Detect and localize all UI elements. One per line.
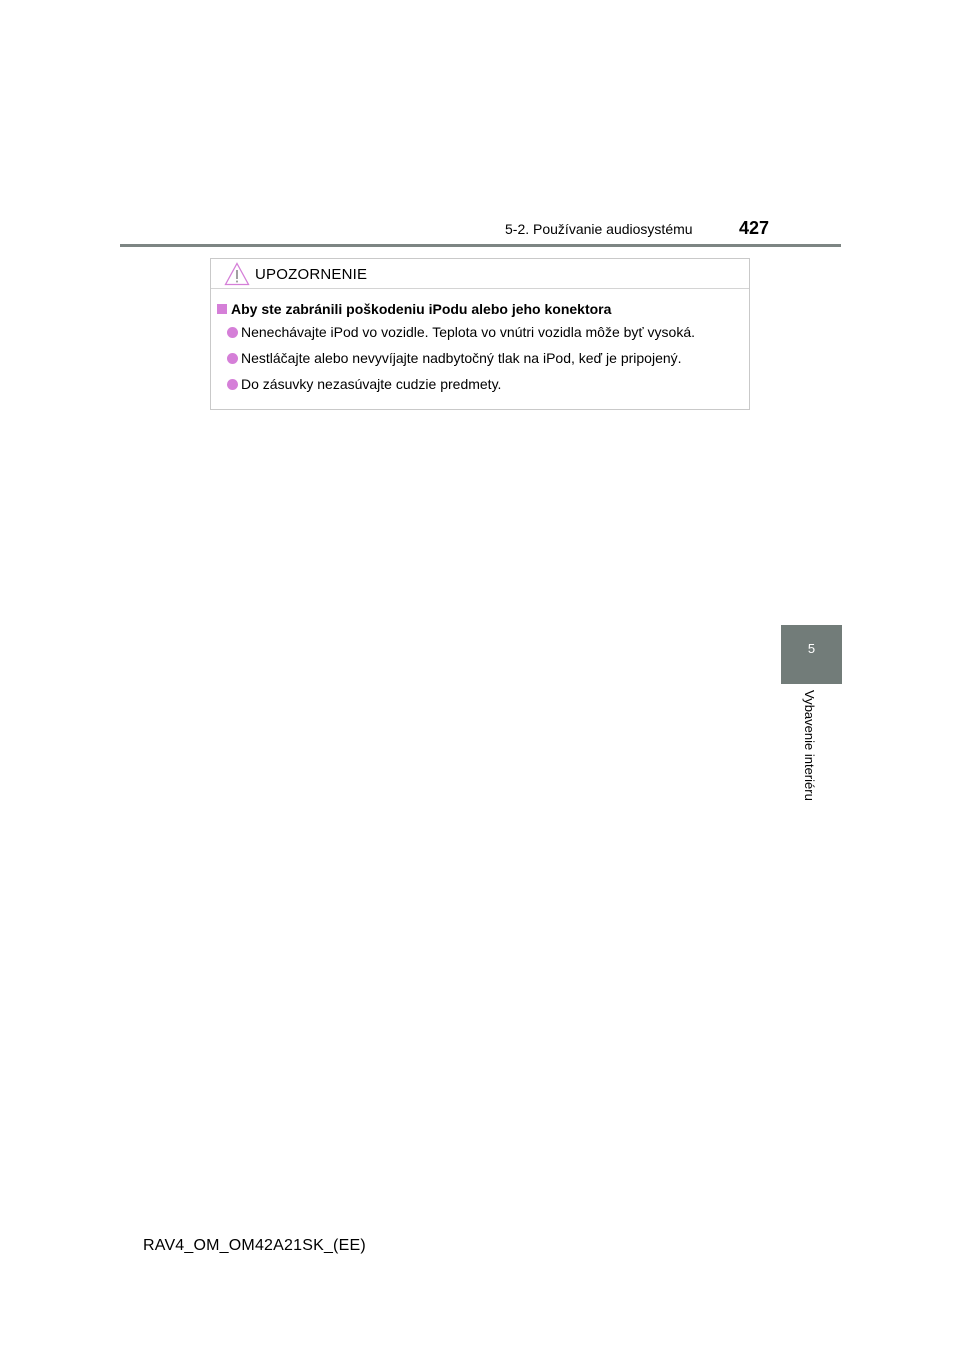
chapter-label: Vybavenie interiéru [802, 690, 817, 801]
list-item-text: Nestláčajte alebo nevyvíjajte nadbytočný tlak na iPod, keď je pripojený. [241, 350, 682, 366]
chapter-number: 5 [807, 641, 816, 656]
list-item [227, 376, 501, 392]
page-number: 427 [739, 218, 770, 238]
list-item [227, 350, 682, 366]
caution-topic-text: Aby ste zabránili poškodeniu iPodu alebo jeho konektora [231, 301, 612, 317]
caution-title: UPOZORNENIE [255, 266, 368, 283]
bullet-dot-icon [227, 379, 238, 390]
header-divider [120, 244, 841, 247]
caution-header [211, 259, 749, 289]
list-item-text: Do zásuvky nezasúvajte cudzie predmety. [241, 376, 502, 392]
bullet-dot-icon [227, 327, 238, 338]
caution-box [210, 258, 750, 410]
bullet-dot-icon [227, 353, 238, 364]
section-title: 5-2. Používanie audiosystému [505, 221, 693, 237]
document-code: RAV4_OM_OM42A21SK_(EE) [143, 1237, 366, 1254]
list-item [227, 324, 695, 340]
chapter-tab[interactable] [781, 625, 842, 684]
square-bullet-icon [217, 304, 227, 314]
caution-topic [217, 301, 611, 317]
list-item-text: Nenechávajte iPod vo vozidle. Teplota vo vnútri vozidla môže byť vysoká. [241, 324, 696, 340]
warning-triangle-icon [224, 262, 250, 286]
